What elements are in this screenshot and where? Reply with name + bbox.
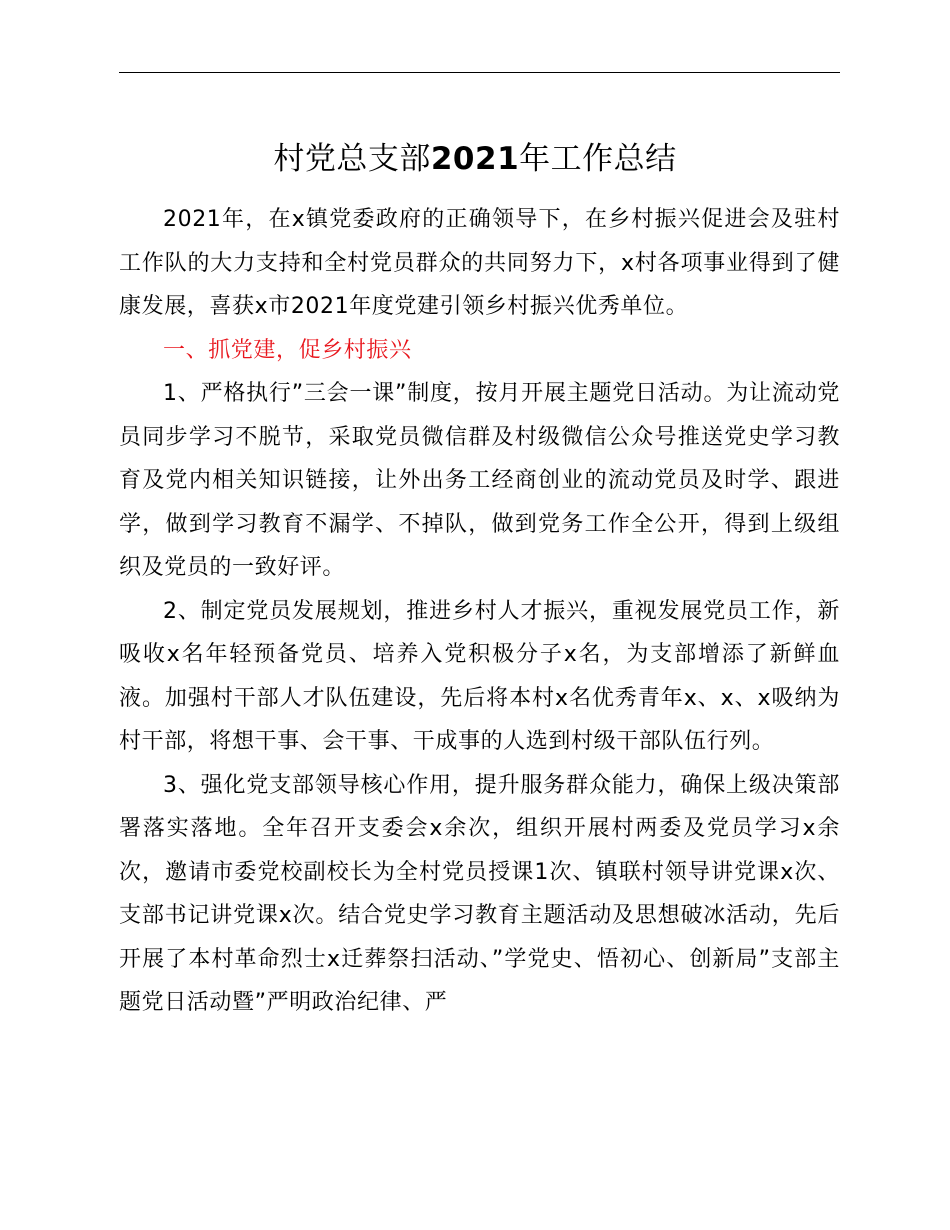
- item-paragraph-2: 2、制定党员发展规划，推进乡村人才振兴，重视发展党员工作，新吸收x名年轻预备党员、培养入党积极分子x名，为支部增添了新鲜血液。加强村干部人才队伍建设，先后将本村x名优秀青年x、x、x吸纳为村干部，将想干事、会干事、干成事的人选到村级干部队伍行列。: [119, 598, 840, 754]
- title-suffix: 年工作总结: [519, 141, 677, 177]
- item-paragraph-3: 3、强化党支部领导核心作用，提升服务群众能力，确保上级决策部署落实落地。全年召开支委会x余次，组织开展村两委及党员学习x余次，邀请市委党校副校长为全村党员授课1次、镇联村领导讲党课x次、支部书记讲党课x次。结合党史学习教育主题活动及思想破冰活动，先后开展了本村革命烈士x迁葬祭扫活动、”学党史、悟初心、创新局”支部主题党日活动暨”严明政治纪律、严: [119, 772, 840, 1015]
- section-heading: 一、抓党建，促乡村振兴: [163, 337, 412, 363]
- title-year: 2021: [430, 141, 520, 177]
- item-paragraph-1: 1、严格执行”三会一课”制度，按月开展主题党日活动。为让流动党员同步学习不脱节，采取党员微信群及村级微信公众号推送党史学习教育及党内相关知识链接，让外出务工经商创业的流动党员及时学、跟进学，做到学习教育不漏学、不掉队，做到党务工作全公开，得到上级组织及党员的一致好评。: [119, 381, 840, 580]
- intro-paragraph: 2021年，在x镇党委政府的正确领导下，在乡村振兴促进会及驻村工作队的大力支持和全村党员群众的共同努力下，x村各项事业得到了健康发展，喜获x市2021年度党建引领乡村振兴优秀单位。: [119, 207, 840, 319]
- document-title: [0, 134, 950, 184]
- header-rule: [119, 72, 840, 73]
- document-body: [119, 198, 840, 1025]
- title-prefix: 村党总支部: [273, 141, 431, 177]
